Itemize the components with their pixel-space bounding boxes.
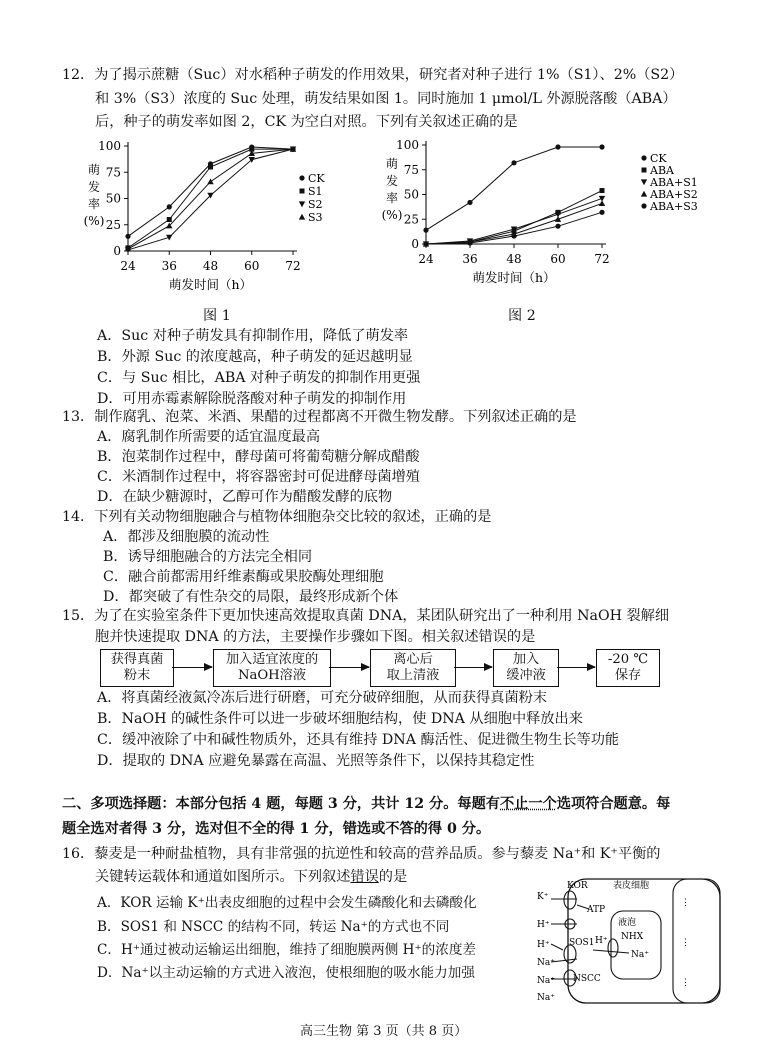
ellipsis-dots: ⋮: [681, 898, 690, 908]
legend-marker: [641, 179, 647, 185]
q15-stem-line-1: 15．为了在实验室条件下更加快速高效提取真菌 DNA，某团队研究出了一种利用 NaOH 裂解细: [62, 608, 670, 624]
q15-option-c: C．缓冲液除了中和碱性物质外，还具有维持 DNA 酶活性、促进微生物生长等功能: [97, 732, 620, 748]
y-tick-label: 75: [105, 165, 121, 180]
data-point: [599, 210, 604, 215]
h-ion-label: H⁺: [537, 920, 550, 930]
ellipsis-dots-3: ⋮: [681, 978, 690, 988]
x-tick-label: 24: [120, 259, 136, 273]
y-tick-label: 25: [403, 212, 419, 227]
series-line: [426, 147, 602, 230]
legend-label: CK: [308, 172, 325, 185]
q13-option-d: D．在缺少糖源时，乙醇可作为醋酸发酵的底物: [97, 489, 393, 505]
page-footer: 高三生物 第 3 页（共 8 页）: [300, 1024, 468, 1039]
legend-label: S3: [308, 211, 323, 224]
q12-stem-line-1: 12．为了揭示蔗糖（Suc）对水稻种子萌发的作用效果，研究者对种子进行 1%（S1）、2%（S2）: [62, 67, 684, 83]
y-tick-label: 0: [411, 237, 419, 251]
flow-arrow-2: [329, 667, 369, 668]
q12-option-c: C．与 Suc 相比，ABA 对种子萌发的抑制作用更强: [97, 370, 421, 386]
x-tick-label: 36: [161, 259, 177, 273]
q16-option-b: B．SOS1 和 NSCC 的结构不同，转运 Na⁺的方式也不同: [97, 919, 450, 935]
section-2-heading-line-2: 题全选对者得 3 分，选对但不全的得 1 分，错选或不答的得 0 分。: [62, 821, 491, 837]
q16-stem-line-2: 关键转运载体和通道如图所示。下列叙述错误的是: [95, 869, 408, 885]
x-tick-label: 36: [462, 252, 478, 266]
x-tick-label: 48: [202, 259, 219, 273]
q14-option-c: C．融合前都需用纤维素酶或果胶酶处理细胞: [103, 569, 384, 585]
q16-option-d: D．Na⁺以主动运输的方式进入液泡，使根细胞的吸水能力加强: [97, 965, 475, 981]
data-point: [423, 228, 428, 233]
y-axis-label: 萌: [385, 157, 399, 171]
ion-transport-diagram: [533, 875, 723, 1007]
section-2-heading-line-1: 二、多项选择题：本部分包括 4 题，每题 3 分，共计 12 分。每题有不止一个选项符合题意。每: [62, 796, 671, 812]
data-point: [125, 234, 130, 239]
data-point: [511, 160, 516, 165]
kor-label: KOR: [567, 881, 588, 891]
legend-label: S1: [308, 185, 323, 198]
figure-2-chart: [376, 134, 706, 292]
data-point: [555, 224, 560, 229]
flow-arrow-1: [172, 667, 212, 668]
legend-marker: [641, 191, 647, 197]
data-point: [511, 233, 516, 238]
k-ion-label: K⁺: [537, 892, 549, 902]
legend-marker: [300, 189, 305, 194]
q15-option-b: B．NaOH 的碱性条件可以进一步破坏细胞结构，使 DNA 从细胞中释放出来: [97, 711, 583, 727]
data-point: [600, 188, 605, 193]
sos1-label: SOS1: [569, 938, 595, 948]
legend-label: ABA+S1: [650, 176, 698, 189]
legend-label: ABA+S3: [650, 200, 698, 213]
data-point: [207, 179, 213, 185]
legend-marker: [299, 201, 305, 207]
figure-1-caption: 图 1: [203, 308, 231, 324]
ellipsis-dots-2: ⋮: [681, 938, 690, 948]
q12-option-a: A．Suc 对种子萌发具有抑制作用，降低了萌发率: [97, 328, 409, 344]
flow-step-2: 加入适宜浓度的 NaOH溶液: [213, 649, 331, 687]
y-tick-label: 100: [98, 139, 121, 153]
q15-stem-line-2: 胞并快速提取 DNA 的方法，主要操作步骤如下图。相关叙述错误的是: [95, 629, 536, 645]
figure-2-caption: 图 2: [508, 308, 536, 324]
series-line: [128, 147, 293, 236]
x-tick-label: 48: [506, 252, 522, 266]
q13-stem: 13．制作腐乳、泡菜、米酒、果醋的过程都离不开微生物发酵。下列叙述正确的是: [62, 409, 577, 425]
x-tick-label: 60: [244, 259, 260, 273]
flow-arrow-3: [454, 667, 492, 668]
legend-label: CK: [650, 152, 667, 165]
h-influx-arrow: [551, 944, 563, 950]
data-point: [167, 217, 172, 222]
y-tick-label: 50: [105, 191, 121, 206]
y-axis-label: (%): [381, 208, 403, 222]
h-ion-label-3: H⁺: [595, 936, 608, 946]
na-ion-label-3: Na⁺: [537, 976, 555, 986]
flow-step-3: 离心后 取上清液: [370, 649, 456, 687]
na-ion-label-4: Na⁺: [537, 993, 555, 1003]
q14-option-d: D．都突破了有性杂交的局限，最终形成新个体: [103, 589, 399, 605]
q12-option-b: B．外源 Suc 的浓度越高，种子萌发的延迟越明显: [97, 349, 413, 365]
legend-label: S2: [308, 198, 323, 211]
nhx-transporter: [608, 939, 618, 957]
y-tick-label: 75: [403, 162, 419, 177]
x-axis-label: 萌发时间（h）: [168, 277, 253, 292]
flow-step-5: -20 ℃ 保存: [596, 649, 660, 687]
data-point: [167, 204, 172, 209]
q15-option-d: D．提取的 DNA 应避免暴露在高温、光照等条件下，以保持其稳定性: [97, 753, 535, 769]
data-point: [555, 144, 560, 149]
flow-step-1: 获得真菌 粉末: [100, 649, 174, 687]
na-ion-label-2: Na⁺: [631, 950, 649, 960]
y-axis-label: 发: [385, 174, 399, 188]
na-ion-label: Na⁺: [537, 958, 555, 968]
q13-option-c: C．米酒制作过程中，将容器密封可促进酵母菌增殖: [97, 469, 420, 485]
x-tick-label: 60: [550, 252, 566, 266]
vacuole-label: 液泡: [618, 918, 637, 928]
q16-option-a: A．KOR 运输 K⁺出表皮细胞的过程中会发生磷酸化和去磷酸化: [97, 895, 477, 911]
data-point: [423, 241, 428, 246]
flow-step-4: 加入 缓冲液: [493, 649, 559, 687]
q12-option-d: D．可用赤霉素解除脱落酸对种子萌发的抑制作用: [97, 391, 407, 407]
q13-option-b: B．泡菜制作过程中，酵母菌可将葡萄糖分解成醋酸: [97, 449, 420, 465]
legend-marker: [642, 168, 647, 173]
x-axis-label: 萌发时间（h）: [472, 270, 556, 285]
q14-option-b: B．诱导细胞融合的方法完全相同: [103, 549, 313, 565]
x-tick-label: 72: [594, 252, 610, 266]
q15-option-a: A．将真菌经液氮冷冻后进行研磨，可充分破碎细胞，从而获得真菌粉末: [97, 690, 548, 706]
q16-stem-line-1: 16．藜麦是一种耐盐植物，具有非常强的抗逆性和较高的营养品质。参与藜麦 Na⁺和 K⁺平衡的: [62, 846, 661, 862]
q16-option-c: C．H⁺通过被动运输运出细胞，维持了细胞膜两侧 H⁺的浓度差: [97, 942, 477, 958]
data-point: [599, 144, 604, 149]
y-axis-label: 率: [87, 197, 101, 211]
data-point: [467, 200, 472, 205]
legend-marker: [299, 175, 304, 180]
x-tick-label: 24: [418, 252, 434, 266]
data-point: [467, 240, 472, 245]
y-axis-label: 萌: [87, 163, 101, 177]
q12-stem-line-3: 后，种子的萌发率如图 2，CK 为空白对照。下列有关叙述正确的是: [95, 114, 518, 130]
y-tick-label: 0: [113, 244, 121, 258]
y-tick-label: 25: [105, 217, 121, 232]
q14-stem: 14．下列有关动物细胞融合与植物体细胞杂交比较的叙述，正确的是: [62, 509, 492, 525]
atp-label: ATP: [587, 905, 606, 915]
data-point: [208, 165, 213, 170]
q14-option-a: A．都涉及细胞膜的流动性: [103, 529, 270, 545]
q12-stem-line-2: 和 3%（S3）浓度的 Suc 处理，萌发结果如图 1。同时施加 1 μmol/L 外源脱落酸（ABA）: [95, 91, 677, 107]
y-axis-label: 率: [385, 191, 399, 205]
q13-option-a: A．腐乳制作所需要的适宜温度最高: [97, 429, 321, 445]
legend-label: ABA+S2: [650, 188, 698, 201]
legend-marker: [641, 203, 646, 208]
nhx-label: NHX: [621, 932, 644, 942]
nscc-label: NSCC: [573, 974, 601, 984]
y-axis-label: 发: [87, 180, 101, 194]
y-tick-label: 100: [396, 138, 419, 152]
y-tick-label: 50: [403, 187, 419, 202]
flow-arrow-4: [557, 667, 595, 668]
x-tick-label: 72: [285, 259, 301, 273]
legend-marker: [641, 155, 646, 160]
legend-marker: [299, 214, 305, 220]
data-point: [599, 200, 605, 206]
figure-1-chart: [78, 134, 348, 292]
kor-transporter: [564, 891, 576, 909]
h-ion-label-2: H⁺: [537, 940, 550, 950]
cell-label: 表皮细胞: [613, 881, 650, 891]
y-axis-label: (%): [83, 214, 105, 228]
legend-label: ABA: [650, 164, 674, 177]
